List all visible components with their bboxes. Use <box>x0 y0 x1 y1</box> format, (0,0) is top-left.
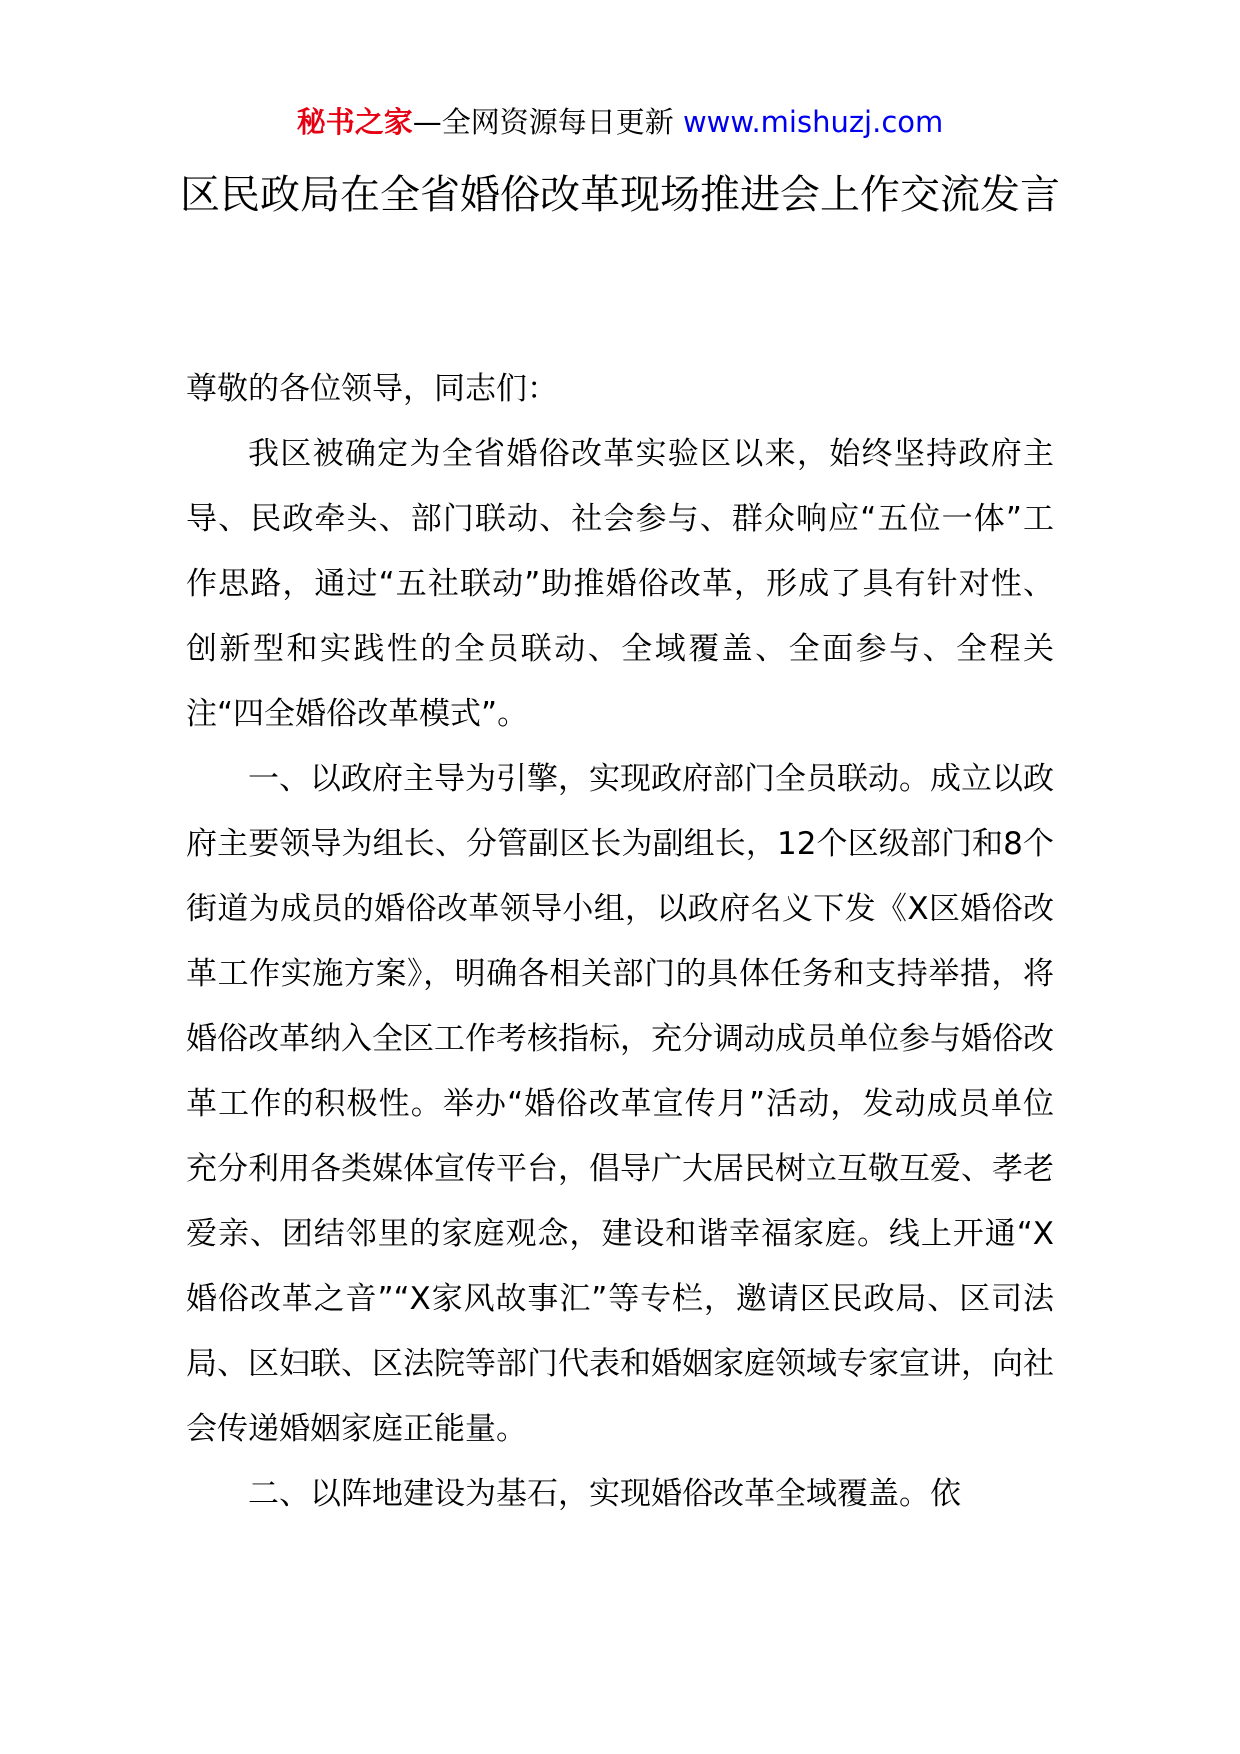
watermark-banner <box>0 102 1240 142</box>
paragraph-section-two: 二、以阵地建设为基石，实现婚俗改革全域覆盖。依 <box>248 1476 961 1512</box>
salutation: 尊敬的各位领导，同志们： <box>186 371 558 407</box>
paragraph-intro: 我区被确定为全省婚俗改革实验区以来，始终坚持政府主导、民政牵头、部门联动、社会参与、群众响应“五位一体”工作思路，通过“五社联动”助推婚俗改革，形成了具有针对性、创新型和实践性的全员联动、全域覆盖、全面参与、全程关注“四全婚俗改革模式”。 <box>186 436 1054 732</box>
document-title: 区民政局在全省婚俗改革现场推进会上作交流发言 <box>180 172 1060 218</box>
document-body <box>186 357 1054 1527</box>
banner-tagline: —全网资源每日更新 <box>412 105 683 139</box>
banner-brand: 秘书之家 <box>296 105 413 139</box>
paragraph-section-one: 一、以政府主导为引擎，实现政府部门全员联动。成立以政府主要领导为组长、分管副区长为副组长，12个区级部门和8个街道为成员的婚俗改革领导小组，以政府名义下发《X区婚俗改革工作实施方案》，明确各相关部门的具体任务和支持举措，将婚俗改革纳入全区工作考核指标，充分调动成员单位参与婚俗改革工作的积极性。举办“婚俗改革宣传月”活动，发动成员单位充分利用各类媒体宣传平台，倡导广大居民树立互敬互爱、孝老爱亲、团结邻里的家庭观念，建设和谐幸福家庭。线上开通“X婚俗改革之音”“X家风故事汇”等专栏，邀请区民政局、区司法局、区妇联、区法院等部门代表和婚姻家庭领域专家宣讲，向社会传递婚姻家庭正能量。 <box>186 761 1054 1447</box>
banner-url-link[interactable]: www.mishuzj.com <box>682 105 944 139</box>
